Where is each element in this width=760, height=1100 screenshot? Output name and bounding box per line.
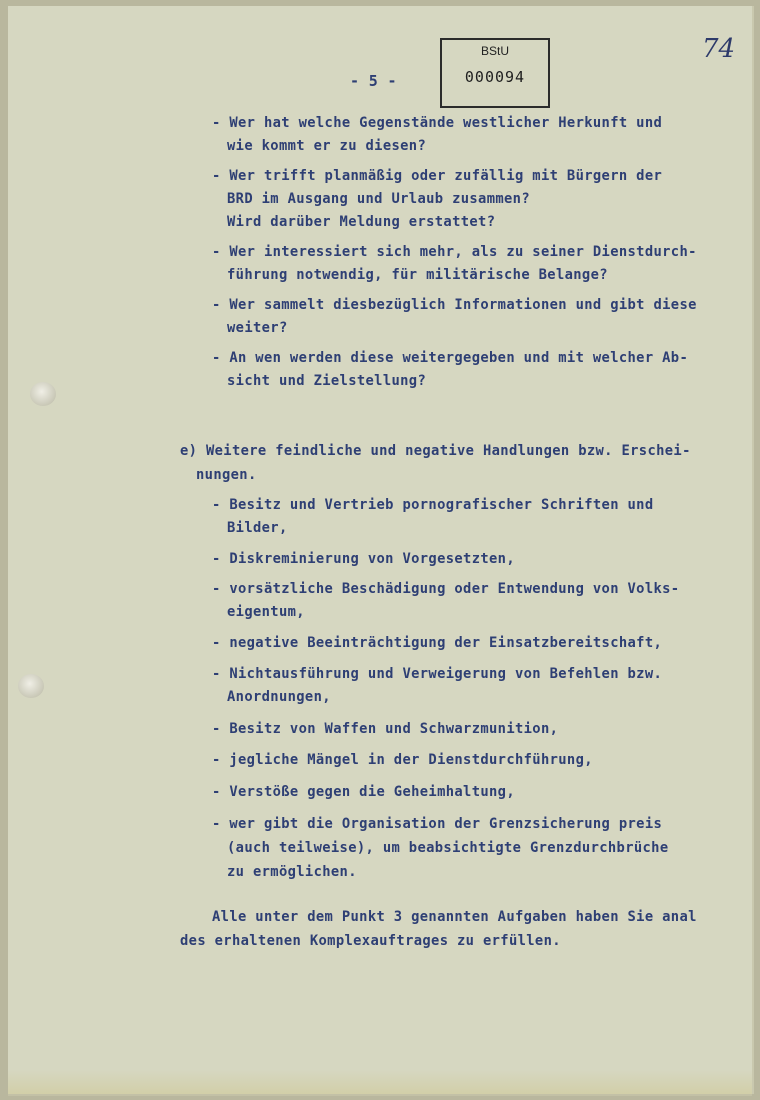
section-e-heading: nungen.: [196, 467, 257, 483]
archive-stamp: [440, 38, 550, 108]
list-item: Anordnungen,: [227, 689, 331, 705]
closing-text: Alle unter dem Punkt 3 genannten Aufgaben haben Sie anal: [212, 909, 697, 925]
list-item: - Diskreminierung von Vorgesetzten,: [212, 551, 515, 567]
question-line: - Wer trifft planmäßig oder zufällig mit Bürgern der: [212, 168, 663, 184]
question-line: - Wer hat welche Gegenstände westlicher Herkunft und: [212, 115, 663, 131]
list-item: - wer gibt die Organisation der Grenzsicherung preis: [212, 816, 663, 832]
punch-hole: [18, 674, 44, 698]
list-item: - negative Beeinträchtigung der Einsatzbereitschaft,: [212, 635, 663, 651]
list-item: (auch teilweise), um beabsichtigte Grenzdurchbrüche: [227, 840, 669, 856]
question-line: sicht und Zielstellung?: [227, 373, 427, 389]
list-item: - vorsätzliche Beschädigung oder Entwendung von Volks-: [212, 581, 680, 597]
list-item: zu ermöglichen.: [227, 864, 357, 880]
section-e-heading: e) Weitere feindliche und negative Handlungen bzw. Erschei-: [180, 443, 691, 459]
question-line: wie kommt er zu diesen?: [227, 138, 427, 154]
question-line: weiter?: [227, 320, 288, 336]
stamp-title: BStU: [480, 44, 509, 58]
list-item: eigentum,: [227, 604, 305, 620]
question-line: Wird darüber Meldung erstattet?: [227, 214, 496, 230]
list-item: - Verstöße gegen die Geheimhaltung,: [212, 784, 515, 800]
question-line: - Wer sammelt diesbezüglich Informationen und gibt diese: [212, 297, 697, 313]
page-number: - 5 -: [350, 72, 397, 90]
document-page: [8, 6, 752, 1094]
closing-text: des erhaltenen Komplexauftrages zu erfüllen.: [180, 933, 561, 949]
list-item: - jegliche Mängel in der Dienstdurchführung,: [212, 752, 593, 768]
list-item: - Besitz von Waffen und Schwarzmunition,: [212, 721, 559, 737]
list-item: Bilder,: [227, 520, 288, 536]
question-line: führung notwendig, für militärische Belange?: [227, 267, 608, 283]
question-line: - An wen werden diese weitergegeben und mit welcher Ab-: [212, 350, 689, 366]
punch-hole: [30, 382, 56, 406]
list-item: - Besitz und Vertrieb pornografischer Schriften und: [212, 497, 654, 513]
question-line: - Wer interessiert sich mehr, als zu seiner Dienstdurch-: [212, 244, 697, 260]
handwritten-folio-number: 74: [702, 34, 736, 64]
list-item: - Nichtausführung und Verweigerung von Befehlen bzw.: [212, 666, 663, 682]
question-line: BRD im Ausgang und Urlaub zusammen?: [227, 191, 530, 207]
stamp-number: 000094: [464, 68, 526, 86]
